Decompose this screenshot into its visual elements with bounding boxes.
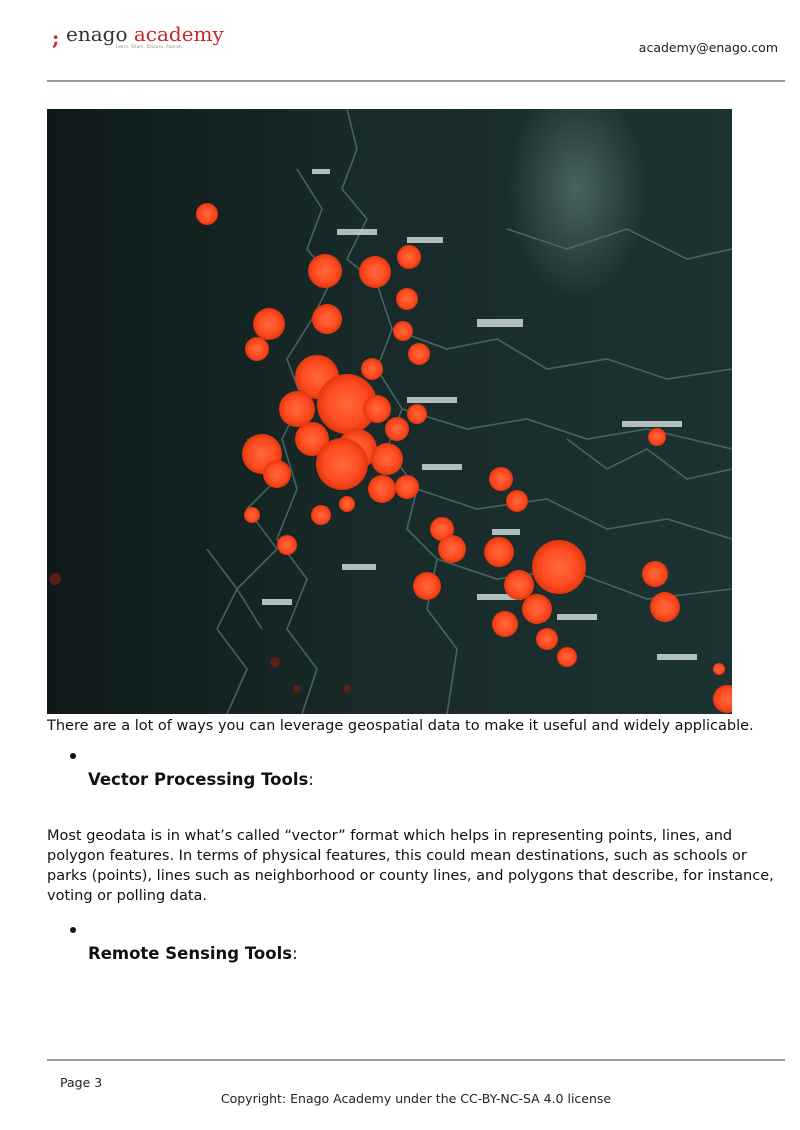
bullet-dot-icon	[70, 753, 76, 759]
europe-map-photo	[47, 109, 732, 714]
bullet-remote-sensing	[47, 924, 785, 982]
logo-academy: academy	[133, 22, 224, 46]
logo-mark: ;	[52, 26, 60, 50]
page-number: Page 3	[60, 1075, 103, 1090]
logo-enago: enago	[66, 22, 128, 46]
bullet-dot-icon	[70, 927, 76, 933]
bullet-suffix: :	[308, 770, 314, 789]
contact-email[interactable]: academy@enago.com	[638, 40, 778, 55]
page-header	[0, 0, 800, 82]
bullet-title-vector: Vector Processing Tools	[88, 770, 309, 789]
footer-divider	[47, 1059, 785, 1061]
logo-wordmark	[66, 22, 224, 46]
bullet-heading-vector	[88, 770, 314, 790]
copyright-notice: Copyright: Enago Academy under the CC-BY-NC-SA 4.0 license	[220, 1091, 612, 1106]
map-photo-svg	[47, 109, 732, 714]
article-body	[47, 716, 785, 982]
header-divider	[47, 80, 785, 82]
bullet-suffix: :	[292, 944, 298, 963]
bullet-vector-processing	[47, 750, 785, 808]
bullet-title-remote: Remote Sensing Tools	[88, 944, 293, 963]
bullet-heading-remote	[88, 944, 298, 964]
logo-tagline: Learn. Share. Discuss. Publish.	[116, 44, 184, 49]
intro-paragraph: There are a lot of ways you can leverage geospatial data to make it useful and widely applicable.	[47, 718, 754, 734]
vector-paragraph: Most geodata is in what’s called “vector” format which helps in representing points, lines, and polygon features. In terms of physical features, this could mean destinations, such as schools or parks (points), lines such as neighborhood or county lines, and polygons that describe, for instance, voting or polling data.	[47, 828, 774, 904]
